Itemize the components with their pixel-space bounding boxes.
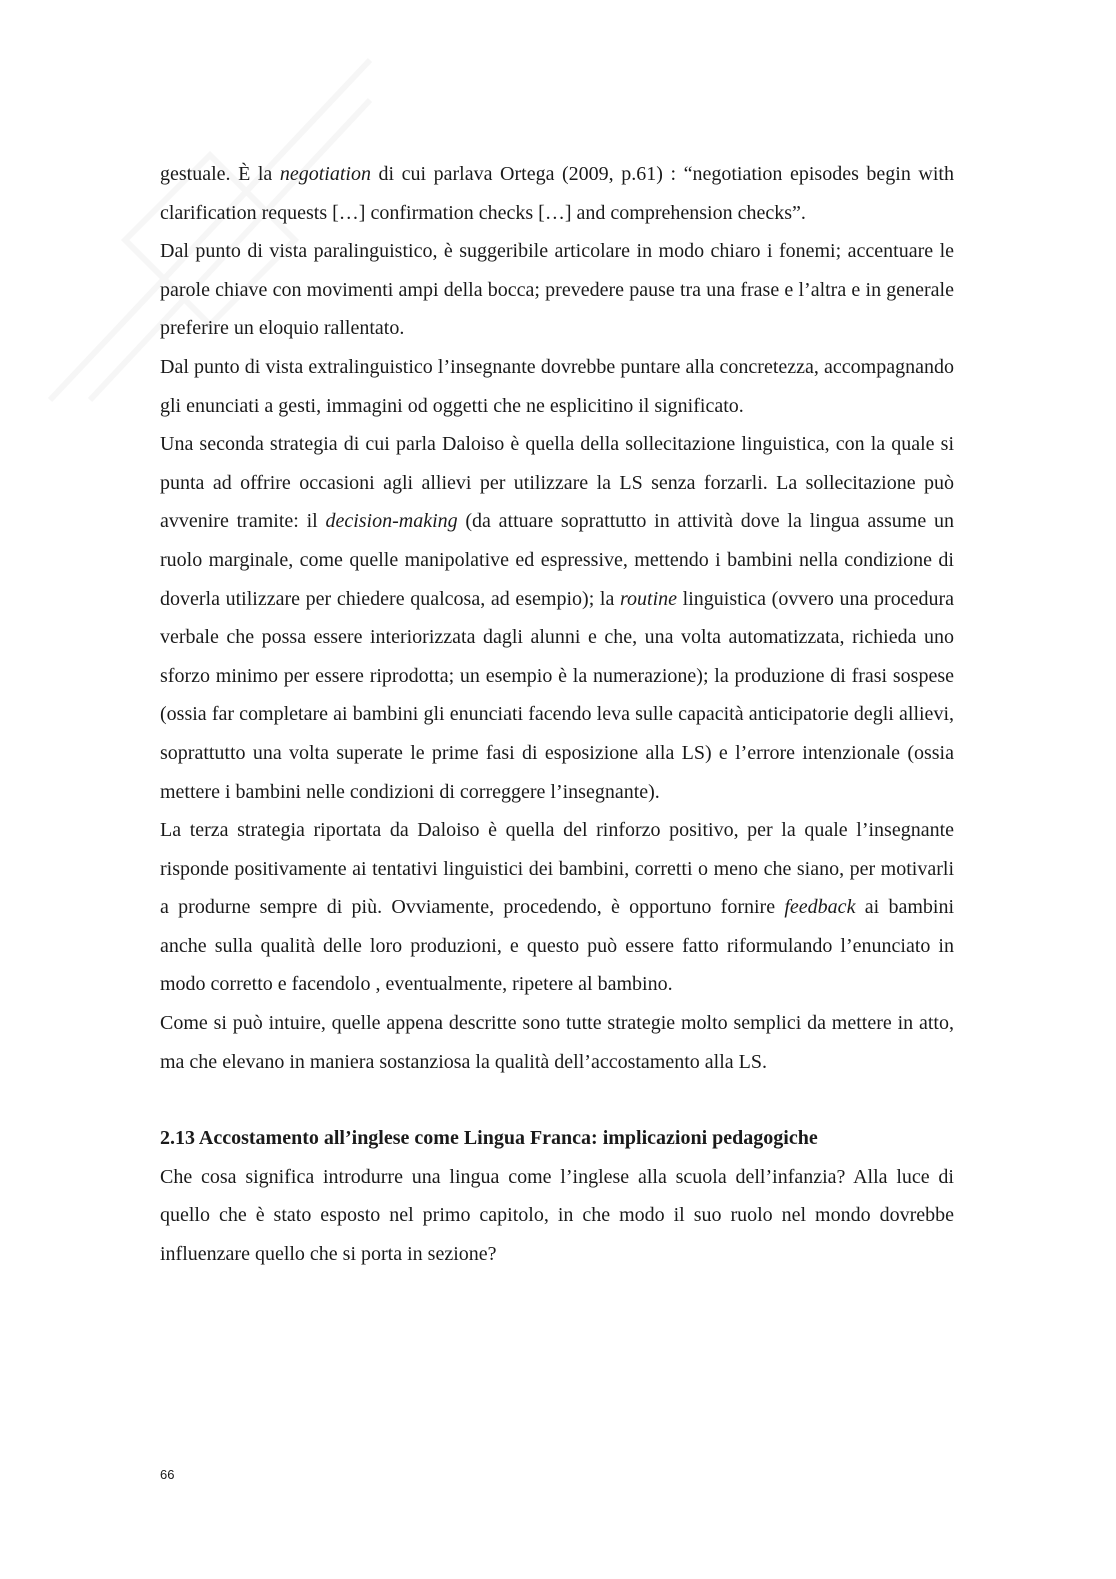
section-heading: 2.13 Accostamento all’inglese come Lingua Franca: implicazioni pedagogiche (160, 1127, 818, 1150)
text-segment: Dal punto di vista extralinguistico l’insegnante dovrebbe puntare alla concretezza, accompagnando gli enunciati a gesti, immagini od oggetti che ne esplicitino il significato. (160, 355, 954, 417)
italic-term: negotiation (279, 163, 371, 185)
paragraph (160, 1158, 954, 1274)
paragraph (160, 155, 954, 232)
paragraph (160, 232, 954, 348)
text-segment: gestuale. È la (160, 163, 280, 185)
text-segment: di cui parlava Ortega (2009, p.61) : “negotiation episodes begin with clarification requests […] confirmation checks […] and comprehension checks”. (160, 163, 954, 224)
paragraph (160, 811, 954, 1004)
text-segment: La terza strategia riportata da Daloiso è quella del rinforzo positivo, per la quale l’insegnante risponde positivamente ai tentativi linguistici dei bambini, corretti o meno che siano, per motivarli a produrne sempre di più. Ovviamente, procedendo, è opportuno fornire (160, 819, 954, 919)
text-segment: Dal punto di vista paralinguistico, è suggeribile articolare in modo chiaro i fonemi; accentuare le parole chiave con movimenti ampi della bocca; prevedere pause tra una frase e l’altra e in generale preferire un eloquio rallentato. (160, 240, 954, 340)
page-body (160, 155, 954, 1274)
italic-term: decision-making (325, 510, 458, 533)
italic-term: routine (620, 587, 678, 610)
text-segment: linguistica (ovvero una procedura verbale che possa essere interiorizzata dagli alunni e che, una volta automatizzata, richieda uno sforzo minimo per essere riprodotta; un esempio è la numerazione); la produzione di frasi sospese (ossia far completare ai bambini gli enunciati facendo leva sulle capacità anticipatorie degli allievi, soprattutto una volta superate le prime fasi di esposizione alla LS) e l’errore intenzionale (ossia mettere i bambini nelle condizioni di correggere l’insegnante). (160, 587, 954, 803)
paragraph (160, 1004, 954, 1081)
text-segment: ai bambini anche sulla qualità delle loro produzioni, e questo può essere fatto riformulando l’enunciato in modo corretto e facendolo , eventualmente, ripetere al bambino. (160, 896, 955, 996)
page-number: 66 (160, 1467, 175, 1482)
text-segment: Una seconda strategia di cui parla Daloiso è quella della sollecitazione linguistica, con la quale si punta ad offrire occasioni agli allievi per utilizzare la LS senza forzarli. La sollecitazione può avvenire tramite: il (160, 433, 954, 533)
paragraph (160, 348, 954, 425)
italic-term: feedback (784, 896, 856, 919)
text-segment: Che cosa significa introdurre una lingua come l’inglese alla scuola dell’infanzia? Alla luce di quello che è stato esposto nel primo capitolo, in che modo il suo ruolo nel mondo dovrebbe influenzare quello che si porta in sezione? (160, 1165, 954, 1266)
paragraph (160, 425, 954, 811)
text-segment: (da attuare soprattutto in attività dove la lingua assume un ruolo marginale, come quelle manipolative ed espressive, mettendo i bambini nella condizione di doverla utilizzare per chiedere qualcosa, ad esempio); la (160, 510, 954, 610)
text-segment: Come si può intuire, quelle appena descritte sono tutte strategie molto semplici da mettere in atto, ma che elevano in maniera sostanziosa la qualità dell’accostamento alla LS. (160, 1012, 954, 1073)
